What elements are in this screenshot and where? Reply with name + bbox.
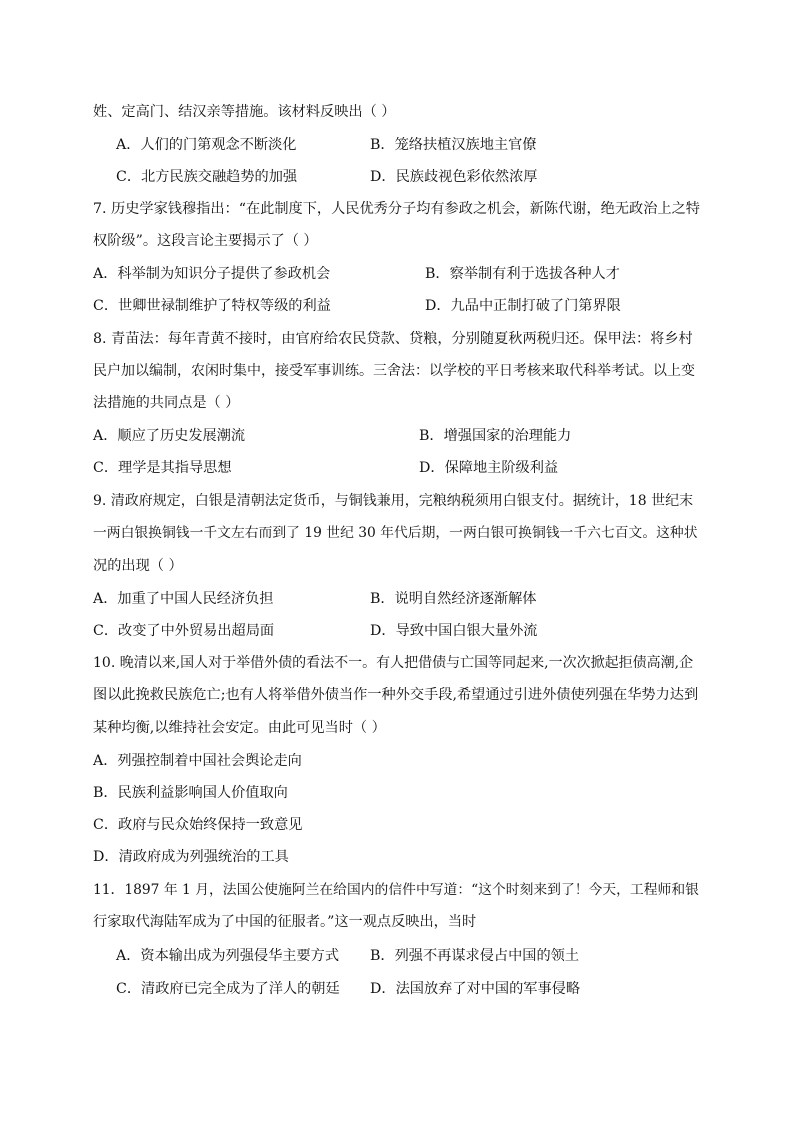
question-stem-line: 9. 清政府规定，白银是清朝法定货币，与铜钱兼用，完粮纳税须用白银支付。据统计，18 世纪末 [93, 493, 694, 509]
question-stem-line: 8. 青苗法：每年青黄不接时，由官府给农民贷款、贷粮，分别随夏秋两税归还。保甲法：将乡村 [93, 331, 693, 347]
option-a: A．资本输出成为列强侵华主要方式 [116, 948, 340, 964]
question-stem-line: 民户加以编制，农闲时集中，接受军事训练。三舍法：以学校的平日考核来取代科举考试。以上变 [93, 363, 695, 379]
option-b: B．列强不再谋求侵占中国的领土 [370, 948, 580, 964]
question-stem-line: 行家取代海陆军成为了中国的征服者。”这一观点反映出，当时 [93, 914, 477, 930]
question-stem-line: 图以此挽救民族危亡;也有人将举借外债当作一种外交手段,希望通过引进外债使列强在华势力达到 [93, 687, 699, 703]
question-stem-line: 一两白银换铜钱一千文左右而到了 19 世纪 30 年代后期，一两白银可换铜钱一千六七百文。这种状 [93, 525, 698, 541]
option-d: D．九品中正制打破了门第界限 [425, 298, 621, 314]
option-d: D．导致中国白银大量外流 [370, 623, 538, 639]
question-stem-line: 7. 历史学家钱穆指出：“在此制度下，人民优秀分子均有参政之机会，新陈代谢，绝无政治上之特 [93, 201, 700, 217]
option-a: A．列强控制着中国社会舆论走向 [93, 753, 302, 769]
option-a: A．顺应了历史发展潮流 [93, 428, 246, 444]
question-stem-line: 某种均衡,以维持社会安定。由此可见当时（ ） [93, 720, 386, 736]
option-c: C．北方民族交融趋势的加强 [116, 169, 298, 185]
option-c: C．政府与民众始终保持一致意见 [93, 817, 303, 833]
question-stem-line: 姓、定高门、结汉亲等措施。该材料反映出（ ） [93, 104, 396, 120]
option-b: B．民族利益影响国人价值取向 [93, 785, 288, 801]
option-d: D．清政府成为列强统治的工具 [93, 849, 289, 865]
option-a: A．科举制为知识分子提供了参政机会 [93, 266, 331, 282]
option-b: B．增强国家的治理能力 [419, 428, 572, 444]
option-b: B．笼络扶植汉族地主官僚 [370, 137, 537, 153]
option-c: C．改变了中外贸易出超局面 [93, 623, 275, 639]
option-c: C．理学是其指导思想 [93, 460, 232, 476]
option-d: D．保障地主阶级利益 [419, 460, 559, 476]
question-stem-line: 权阶级”。这段言论主要揭示了（ ） [93, 233, 318, 249]
option-b: B．说明自然经济逐渐解体 [370, 591, 537, 607]
option-a: A．加重了中国人民经济负担 [93, 591, 274, 607]
question-stem-line: 法措施的共同点是（ ） [93, 395, 240, 411]
option-b: B．察举制有利于选拔各种人才 [425, 266, 620, 282]
question-stem-line: 11．1897 年 1 月，法国公使施阿兰在给国内的信件中写道：“这个时刻来到了！今天，工程师和银 [93, 882, 699, 898]
option-a: A．人们的门第观念不断淡化 [116, 137, 297, 153]
question-stem-line: 况的出现（ ） [93, 558, 183, 574]
question-stem-line: 10. 晚清以来,国人对于举借外债的看法不一。有人把借债与亡国等同起来,一次次掀起拒债高潮,企 [93, 655, 694, 671]
option-c: C．清政府已完全成为了洋人的朝廷 [116, 981, 340, 997]
option-d: D．法国放弃了对中国的军事侵略 [370, 981, 581, 997]
option-c: C．世卿世禄制维护了特权等级的利益 [93, 298, 331, 314]
option-d: D．民族歧视色彩依然浓厚 [370, 169, 538, 185]
